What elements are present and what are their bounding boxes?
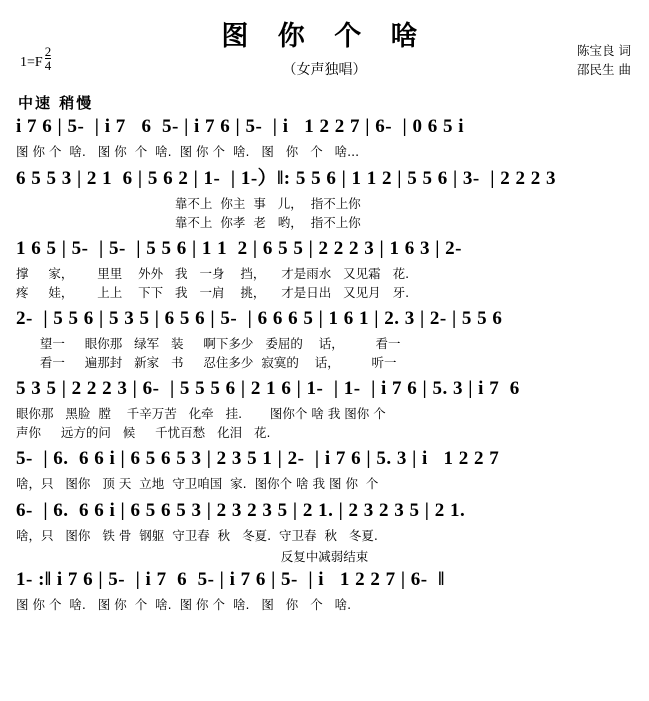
system-7: [0, 496, 649, 546]
credits: [577, 42, 631, 80]
system-6: [0, 444, 649, 494]
notation-line: i 7 6 | 5- | i 7 6 5- | i 7 6 | 5- | i 1 2 2 7 | 6- | 0 6 5 i: [16, 116, 464, 137]
page-subtitle: （女声独唱）: [282, 62, 367, 78]
notation-line: 1- :‖ i 7 6 | 5- | i 7 6 5- | i 7 6 | 5- | i 1 2 2 7 | 6- ‖: [16, 569, 445, 590]
lyric-line-verse1: 靠不上 你主 事 儿， 指不上你: [16, 196, 361, 211]
lyricist-credit: 陈宝良 词: [577, 43, 631, 58]
repeat-instruction: 反复中减弱结束: [280, 549, 369, 564]
notation-line: 2- | 5 5 6 | 5 3 5 | 6 5 6 | 5- | 6 6 6 5 | 1 6 1 | 2. 3 | 2- | 5 5 6: [16, 308, 503, 329]
lyric-line-verse1: 眼你那 黑脸 膛 千辛万苦 化牵 挂. 图你个 啥 我 图你 个: [16, 406, 386, 421]
lyric-line: 啥，只 图你 铁 骨 钢躯 守卫春 秋 冬夏. 守卫春 秋 冬夏.: [16, 528, 378, 543]
notation-line: 5- | 6. 6 6 i | 6 5 6 5 3 | 2 3 5 1 | 2- | i 7 6 | 5. 3 | i 1 2 2 7: [16, 448, 500, 469]
notation-line: 6 5 5 3 | 2 1 6 | 5 6 2 | 1- | 1-）‖: 5 5 6 | 1 1 2 | 5 5 6 | 3- | 2 2 2 3: [16, 168, 556, 189]
lyric-line: 图 你 个 啥. 图 你 个 啥. 图 你 个 啥. 图 你 个 啥...: [16, 144, 360, 159]
lyric-line-verse2: 疼 娃， 上上 下下 我 一肩 挑， 才是日出 又见月 牙.: [16, 285, 410, 300]
lyric-line-verse1: 撑 家， 里里 外外 我 一身 挡， 才是雨水 又见霜 花.: [16, 266, 410, 281]
system-8: [0, 548, 649, 615]
system-3: [0, 234, 649, 302]
notation-line: 5 3 5 | 2 2 2 3 | 6- | 5 5 5 6 | 2 1 6 | 1- | 1- | i 7 6 | 5. 3 | i 7 6: [16, 378, 520, 399]
tempo-marking: 中速 稍慢: [18, 94, 94, 112]
lyric-line-verse2: 声你 远方的问 候 千忧百愁 化泪 花.: [16, 425, 271, 440]
notation-line: 1 6 5 | 5- | 5- | 5 5 6 | 1 1 2 | 6 5 5 | 2 2 2 3 | 1 6 3 | 2-: [16, 238, 462, 259]
lyric-line: 啥，只 图你 顶 天 立地 守卫咱国 家. 图你个 啥 我 图 你 个: [16, 476, 379, 491]
key-label: 1=F: [20, 55, 43, 70]
time-signature: $\frac{2}{4}$: [44, 44, 52, 73]
system-5: [0, 374, 649, 442]
lyric-line-verse1: 望一 眼你那 绿军 装 啊下多少 委屈的 话， 看一: [16, 336, 401, 351]
composer-credit: 邵民生 曲: [577, 61, 631, 77]
system-2: [0, 164, 649, 232]
system-1: [0, 112, 649, 162]
system-4: [0, 304, 649, 372]
notation-line: 6- | 6. 6 6 i | 6 5 6 5 3 | 2 3 2 3 5 | 2 1. | 2 3 2 3 5 | 2 1.: [16, 500, 466, 521]
lyric-line: 图 你 个 啥. 图 你 个 啥. 图 你 个 啥. 图 你 个 啥.: [16, 597, 352, 612]
key-signature: [20, 45, 51, 72]
page-title: 图 你 个 啥: [221, 21, 428, 52]
music-body: [0, 112, 649, 617]
lyric-line-verse2: 看一 遍那封 新家 书 忍住多少 寂寞的 话， 听一: [16, 355, 397, 370]
lyric-line-verse2: 靠不上 你孝 老 哟， 指不上你: [16, 215, 361, 230]
